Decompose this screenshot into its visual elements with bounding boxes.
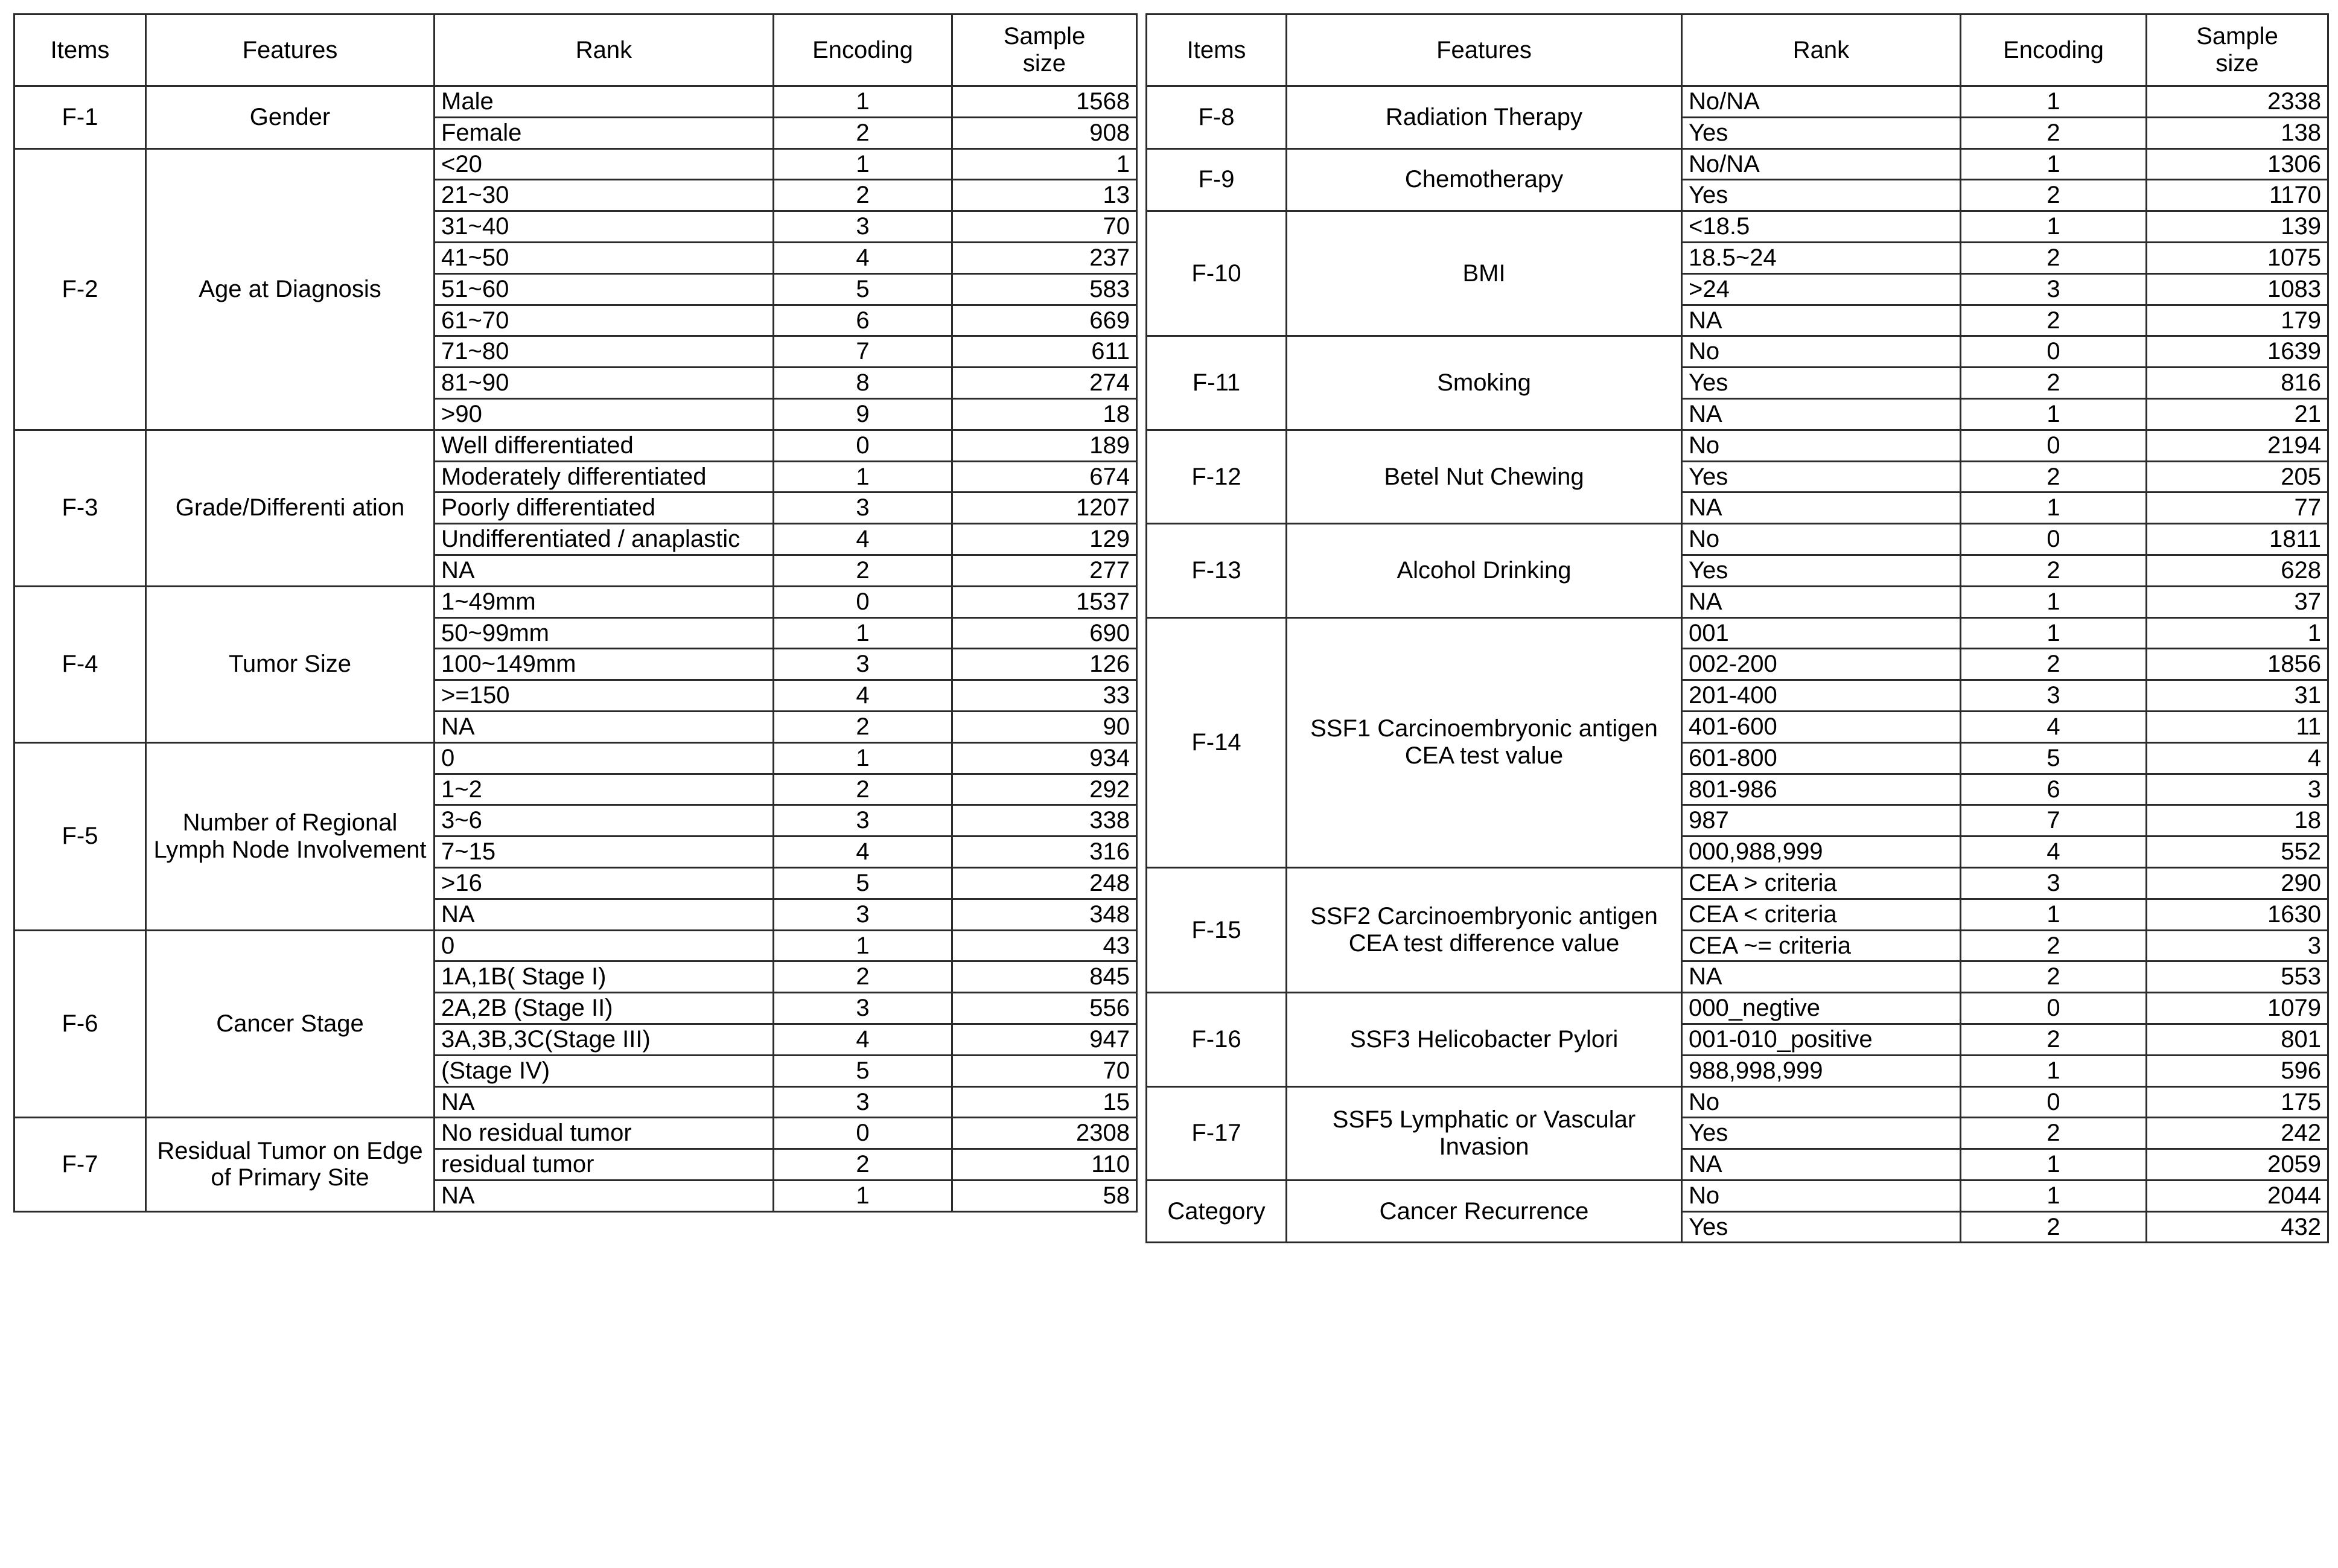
group-item-f-7: F-7	[14, 1118, 146, 1211]
cell-encoding: 5	[774, 867, 952, 899]
cell-encoding: 6	[1961, 774, 2147, 805]
cell-rank: (Stage IV)	[435, 1055, 774, 1086]
group-feature-name: Smoking	[1287, 336, 1682, 430]
group-item-f-15: F-15	[1147, 867, 1287, 992]
header-sample-size: Sample size	[2147, 14, 2328, 86]
cell-rank: No	[1682, 1180, 1961, 1211]
cell-encoding: 2	[1961, 555, 2147, 586]
cell-sample-size: 58	[952, 1180, 1137, 1211]
left-feature-table-container	[13, 13, 1136, 1213]
cell-encoding: 2	[1961, 1118, 2147, 1149]
cell-encoding: 4	[774, 680, 952, 712]
table-row	[1147, 867, 2328, 899]
cell-sample-size: 908	[952, 117, 1137, 148]
cell-sample-size: 242	[2147, 1118, 2328, 1149]
cell-encoding: 1	[1961, 492, 2147, 524]
cell-sample-size: 21	[2147, 398, 2328, 430]
cell-rank: 2A,2B (Stage II)	[435, 993, 774, 1024]
cell-sample-size: 1630	[2147, 899, 2328, 930]
cell-encoding: 1	[774, 86, 952, 118]
cell-sample-size: 1170	[2147, 180, 2328, 211]
cell-sample-size: 2059	[2147, 1149, 2328, 1181]
cell-rank: CEA ~= criteria	[1682, 930, 1961, 961]
table-header-row	[14, 14, 1137, 86]
group-item-f-1: F-1	[14, 86, 146, 149]
group-feature-name: Alcohol Drinking	[1287, 524, 1682, 617]
cell-encoding: 4	[774, 837, 952, 868]
cell-encoding: 0	[1961, 336, 2147, 368]
cell-sample-size: 674	[952, 461, 1137, 492]
cell-sample-size: 1537	[952, 586, 1137, 617]
cell-rank: Moderately differentiated	[435, 461, 774, 492]
group-feature-name: Grade/Differenti ation	[146, 430, 435, 586]
cell-encoding: 2	[774, 180, 952, 211]
cell-rank: NA	[435, 555, 774, 586]
header-sample-size: Sample size	[952, 14, 1137, 86]
cell-rank: 401-600	[1682, 711, 1961, 742]
table-row	[1147, 524, 2328, 555]
cell-encoding: 2	[1961, 180, 2147, 211]
cell-encoding: 6	[774, 305, 952, 336]
cell-sample-size: 139	[2147, 211, 2328, 243]
cell-rank: 3~6	[435, 805, 774, 837]
group-feature-name: Gender	[146, 86, 435, 149]
cell-rank: 61~70	[435, 305, 774, 336]
cell-rank: No/NA	[1682, 148, 1961, 180]
cell-sample-size: 31	[2147, 680, 2328, 712]
cell-sample-size: 3	[2147, 930, 2328, 961]
cell-rank: NA	[1682, 961, 1961, 993]
cell-rank: residual tumor	[435, 1149, 774, 1181]
cell-rank: 21~30	[435, 180, 774, 211]
cell-encoding: 0	[1961, 1086, 2147, 1118]
group-feature-name: Number of Regional Lymph Node Involvement	[146, 742, 435, 930]
cell-encoding: 0	[774, 586, 952, 617]
cell-rank: <18.5	[1682, 211, 1961, 243]
group-item-f-6: F-6	[14, 930, 146, 1118]
cell-rank: >90	[435, 398, 774, 430]
cell-rank: 000,988,999	[1682, 837, 1961, 868]
table-row	[14, 86, 1137, 118]
group-feature-name: Betel Nut Chewing	[1287, 430, 1682, 523]
cell-rank: Poorly differentiated	[435, 492, 774, 524]
cell-encoding: 3	[774, 805, 952, 837]
cell-sample-size: 4	[2147, 742, 2328, 774]
cell-encoding: 5	[774, 273, 952, 305]
table-header-row	[1147, 14, 2328, 86]
cell-sample-size: 316	[952, 837, 1137, 868]
cell-rank: 801-986	[1682, 774, 1961, 805]
cell-sample-size: 11	[2147, 711, 2328, 742]
table-row	[14, 586, 1137, 617]
cell-encoding: 7	[774, 336, 952, 368]
cell-encoding: 2	[1961, 117, 2147, 148]
group-item-f-17: F-17	[1147, 1086, 1287, 1180]
cell-sample-size: 1811	[2147, 524, 2328, 555]
cell-encoding: 3	[774, 211, 952, 243]
cell-sample-size: 70	[952, 1055, 1137, 1086]
cell-encoding: 9	[774, 398, 952, 430]
table-row	[1147, 617, 2328, 649]
group-feature-name: Age at Diagnosis	[146, 148, 435, 430]
cell-encoding: 2	[1961, 649, 2147, 680]
cell-rank: Female	[435, 117, 774, 148]
cell-encoding: 2	[1961, 930, 2147, 961]
group-feature-name: Cancer Recurrence	[1287, 1180, 1682, 1243]
cell-rank: NA	[435, 899, 774, 930]
group-feature-name: SSF2 Carcinoembryonic antigen CEA test difference value	[1287, 867, 1682, 992]
cell-sample-size: 290	[2147, 867, 2328, 899]
cell-rank: Yes	[1682, 461, 1961, 492]
group-item-f-12: F-12	[1147, 430, 1287, 523]
table-row	[14, 148, 1137, 180]
group-item-f-16: F-16	[1147, 993, 1287, 1086]
group-feature-name: BMI	[1287, 211, 1682, 336]
cell-encoding: 3	[774, 993, 952, 1024]
cell-sample-size: 237	[952, 242, 1137, 273]
cell-encoding: 1	[774, 1180, 952, 1211]
group-item-f-2: F-2	[14, 148, 146, 430]
cell-rank: 1~49mm	[435, 586, 774, 617]
table-row	[1147, 993, 2328, 1024]
cell-rank: 51~60	[435, 273, 774, 305]
cell-sample-size: 432	[2147, 1211, 2328, 1243]
cell-sample-size: 37	[2147, 586, 2328, 617]
cell-encoding: 5	[1961, 742, 2147, 774]
cell-rank: >=150	[435, 680, 774, 712]
cell-sample-size: 126	[952, 649, 1137, 680]
cell-sample-size: 1568	[952, 86, 1137, 118]
cell-rank: 1A,1B( Stage I)	[435, 961, 774, 993]
header-encoding: Encoding	[1961, 14, 2147, 86]
cell-sample-size: 1	[2147, 617, 2328, 649]
cell-sample-size: 3	[2147, 774, 2328, 805]
group-item-f-10: F-10	[1147, 211, 1287, 336]
cell-rank: 002-200	[1682, 649, 1961, 680]
cell-sample-size: 110	[952, 1149, 1137, 1181]
cell-rank: >16	[435, 867, 774, 899]
cell-rank: No	[1682, 524, 1961, 555]
cell-sample-size: 552	[2147, 837, 2328, 868]
cell-encoding: 3	[774, 1086, 952, 1118]
cell-sample-size: 1639	[2147, 336, 2328, 368]
cell-sample-size: 70	[952, 211, 1137, 243]
cell-sample-size: 1079	[2147, 993, 2328, 1024]
cell-encoding: 2	[1961, 961, 2147, 993]
cell-encoding: 0	[1961, 430, 2147, 461]
cell-encoding: 1	[774, 930, 952, 961]
header-rank: Rank	[435, 14, 774, 86]
cell-sample-size: 348	[952, 899, 1137, 930]
group-feature-name: Radiation Therapy	[1287, 86, 1682, 149]
right-feature-table-container	[1145, 13, 2327, 1243]
cell-rank: <20	[435, 148, 774, 180]
cell-rank: NA	[435, 1180, 774, 1211]
table-row	[1147, 211, 2328, 243]
table-row	[1147, 1180, 2328, 1211]
cell-encoding: 4	[774, 524, 952, 555]
cell-rank: Undifferentiated / anaplastic	[435, 524, 774, 555]
cell-sample-size: 338	[952, 805, 1137, 837]
cell-encoding: 2	[1961, 1024, 2147, 1055]
cell-encoding: 1	[1961, 586, 2147, 617]
group-item-f-3: F-3	[14, 430, 146, 586]
cell-rank: NA	[435, 711, 774, 742]
cell-rank: >24	[1682, 273, 1961, 305]
group-item-f-14: F-14	[1147, 617, 1287, 867]
cell-rank: 001	[1682, 617, 1961, 649]
cell-encoding: 1	[774, 617, 952, 649]
table-row	[1147, 1086, 2328, 1118]
cell-rank: No	[1682, 1086, 1961, 1118]
cell-encoding: 2	[1961, 1211, 2147, 1243]
cell-sample-size: 816	[2147, 368, 2328, 399]
cell-sample-size: 947	[952, 1024, 1137, 1055]
cell-rank: 0	[435, 930, 774, 961]
cell-encoding: 1	[1961, 211, 2147, 243]
cell-sample-size: 2308	[952, 1118, 1137, 1149]
cell-sample-size: 553	[2147, 961, 2328, 993]
group-item-f-9: F-9	[1147, 148, 1287, 211]
cell-rank: 50~99mm	[435, 617, 774, 649]
right-feature-table	[1145, 13, 2329, 1243]
cell-sample-size: 611	[952, 336, 1137, 368]
cell-rank: CEA > criteria	[1682, 867, 1961, 899]
cell-encoding: 0	[1961, 993, 2147, 1024]
cell-rank: Yes	[1682, 555, 1961, 586]
cell-encoding: 3	[774, 899, 952, 930]
header-features: Features	[1287, 14, 1682, 86]
cell-rank: Yes	[1682, 117, 1961, 148]
table-row	[14, 430, 1137, 461]
header-items: Items	[1147, 14, 1287, 86]
cell-encoding: 2	[774, 1149, 952, 1181]
group-feature-name: Residual Tumor on Edge of Primary Site	[146, 1118, 435, 1211]
cell-sample-size: 1306	[2147, 148, 2328, 180]
cell-rank: NA	[1682, 1149, 1961, 1181]
cell-rank: No	[1682, 430, 1961, 461]
table-row	[14, 742, 1137, 774]
cell-sample-size: 2194	[2147, 430, 2328, 461]
cell-encoding: 0	[1961, 524, 2147, 555]
cell-sample-size: 1083	[2147, 273, 2328, 305]
group-feature-name: Tumor Size	[146, 586, 435, 742]
cell-rank: 201-400	[1682, 680, 1961, 712]
cell-sample-size: 43	[952, 930, 1137, 961]
cell-rank: No	[1682, 336, 1961, 368]
left-feature-table	[13, 13, 1138, 1213]
cell-encoding: 3	[774, 649, 952, 680]
header-rank: Rank	[1682, 14, 1961, 86]
cell-encoding: 2	[1961, 305, 2147, 336]
cell-sample-size: 18	[952, 398, 1137, 430]
cell-rank: NA	[1682, 586, 1961, 617]
cell-rank: NA	[1682, 398, 1961, 430]
cell-encoding: 3	[1961, 680, 2147, 712]
cell-sample-size: 138	[2147, 117, 2328, 148]
group-feature-name: Cancer Stage	[146, 930, 435, 1118]
cell-sample-size: 1856	[2147, 649, 2328, 680]
group-feature-name: SSF3 Helicobacter Pylori	[1287, 993, 1682, 1086]
table-row	[14, 1118, 1137, 1149]
header-items: Items	[14, 14, 146, 86]
cell-sample-size: 90	[952, 711, 1137, 742]
cell-rank: Male	[435, 86, 774, 118]
cell-rank: No residual tumor	[435, 1118, 774, 1149]
group-feature-name: SSF5 Lymphatic or Vascular Invasion	[1287, 1086, 1682, 1180]
cell-rank: Yes	[1682, 368, 1961, 399]
group-item-f-4: F-4	[14, 586, 146, 742]
group-item-f-8: F-8	[1147, 86, 1287, 149]
cell-sample-size: 77	[2147, 492, 2328, 524]
cell-rank: No/NA	[1682, 86, 1961, 118]
cell-sample-size: 1	[952, 148, 1137, 180]
table-row	[1147, 86, 2328, 118]
cell-rank: NA	[435, 1086, 774, 1118]
cell-encoding: 1	[774, 742, 952, 774]
cell-sample-size: 189	[952, 430, 1137, 461]
cell-encoding: 2	[774, 711, 952, 742]
cell-sample-size: 596	[2147, 1055, 2328, 1086]
cell-encoding: 1	[1961, 148, 2147, 180]
cell-rank: NA	[1682, 492, 1961, 524]
cell-encoding: 1	[1961, 398, 2147, 430]
cell-sample-size: 669	[952, 305, 1137, 336]
cell-sample-size: 13	[952, 180, 1137, 211]
cell-encoding: 1	[1961, 1055, 2147, 1086]
cell-sample-size: 934	[952, 742, 1137, 774]
cell-encoding: 1	[1961, 86, 2147, 118]
table-row	[14, 930, 1137, 961]
cell-encoding: 4	[774, 1024, 952, 1055]
cell-encoding: 1	[774, 148, 952, 180]
cell-sample-size: 15	[952, 1086, 1137, 1118]
cell-sample-size: 33	[952, 680, 1137, 712]
cell-encoding: 4	[1961, 711, 2147, 742]
group-item-category: Category	[1147, 1180, 1287, 1243]
cell-rank: 81~90	[435, 368, 774, 399]
cell-rank: 3A,3B,3C(Stage III)	[435, 1024, 774, 1055]
cell-encoding: 2	[774, 117, 952, 148]
cell-encoding: 2	[774, 555, 952, 586]
cell-rank: 601-800	[1682, 742, 1961, 774]
cell-sample-size: 690	[952, 617, 1137, 649]
cell-rank: NA	[1682, 305, 1961, 336]
header-features: Features	[146, 14, 435, 86]
cell-sample-size: 583	[952, 273, 1137, 305]
cell-sample-size: 274	[952, 368, 1137, 399]
cell-sample-size: 175	[2147, 1086, 2328, 1118]
cell-encoding: 4	[1961, 837, 2147, 868]
group-feature-name: Chemotherapy	[1287, 148, 1682, 211]
cell-encoding: 8	[774, 368, 952, 399]
cell-sample-size: 801	[2147, 1024, 2328, 1055]
cell-rank: 100~149mm	[435, 649, 774, 680]
cell-rank: 1~2	[435, 774, 774, 805]
group-feature-name: SSF1 Carcinoembryonic antigen CEA test value	[1287, 617, 1682, 867]
cell-encoding: 1	[1961, 1180, 2147, 1211]
cell-rank: 18.5~24	[1682, 242, 1961, 273]
cell-sample-size: 292	[952, 774, 1137, 805]
header-encoding: Encoding	[774, 14, 952, 86]
cell-sample-size: 556	[952, 993, 1137, 1024]
cell-rank: 41~50	[435, 242, 774, 273]
cell-rank: 31~40	[435, 211, 774, 243]
cell-sample-size: 248	[952, 867, 1137, 899]
group-item-f-13: F-13	[1147, 524, 1287, 617]
cell-rank: Yes	[1682, 180, 1961, 211]
cell-encoding: 1	[1961, 617, 2147, 649]
cell-encoding: 2	[1961, 242, 2147, 273]
cell-sample-size: 1075	[2147, 242, 2328, 273]
cell-encoding: 1	[1961, 1149, 2147, 1181]
cell-rank: 000_negtive	[1682, 993, 1961, 1024]
group-item-f-5: F-5	[14, 742, 146, 930]
cell-encoding: 2	[1961, 461, 2147, 492]
cell-encoding: 3	[1961, 273, 2147, 305]
cell-encoding: 2	[1961, 368, 2147, 399]
cell-encoding: 0	[774, 1118, 952, 1149]
cell-encoding: 2	[774, 961, 952, 993]
cell-encoding: 3	[1961, 867, 2147, 899]
cell-sample-size: 205	[2147, 461, 2328, 492]
cell-rank: Well differentiated	[435, 430, 774, 461]
cell-sample-size: 845	[952, 961, 1137, 993]
cell-sample-size: 18	[2147, 805, 2328, 837]
table-row	[1147, 336, 2328, 368]
cell-rank: 988,998,999	[1682, 1055, 1961, 1086]
cell-rank: 7~15	[435, 837, 774, 868]
cell-encoding: 7	[1961, 805, 2147, 837]
cell-sample-size: 628	[2147, 555, 2328, 586]
cell-sample-size: 2338	[2147, 86, 2328, 118]
group-item-f-11: F-11	[1147, 336, 1287, 430]
cell-rank: 71~80	[435, 336, 774, 368]
cell-encoding: 2	[774, 774, 952, 805]
cell-sample-size: 2044	[2147, 1180, 2328, 1211]
cell-rank: 987	[1682, 805, 1961, 837]
table-row	[1147, 430, 2328, 461]
cell-sample-size: 179	[2147, 305, 2328, 336]
cell-encoding: 0	[774, 430, 952, 461]
cell-rank: Yes	[1682, 1118, 1961, 1149]
cell-encoding: 1	[774, 461, 952, 492]
cell-encoding: 4	[774, 242, 952, 273]
cell-sample-size: 1207	[952, 492, 1137, 524]
cell-encoding: 3	[774, 492, 952, 524]
cell-rank: CEA < criteria	[1682, 899, 1961, 930]
cell-rank: 0	[435, 742, 774, 774]
cell-rank: Yes	[1682, 1211, 1961, 1243]
cell-sample-size: 277	[952, 555, 1137, 586]
cell-encoding: 5	[774, 1055, 952, 1086]
cell-encoding: 1	[1961, 899, 2147, 930]
cell-sample-size: 129	[952, 524, 1137, 555]
cell-rank: 001-010_positive	[1682, 1024, 1961, 1055]
table-row	[1147, 148, 2328, 180]
